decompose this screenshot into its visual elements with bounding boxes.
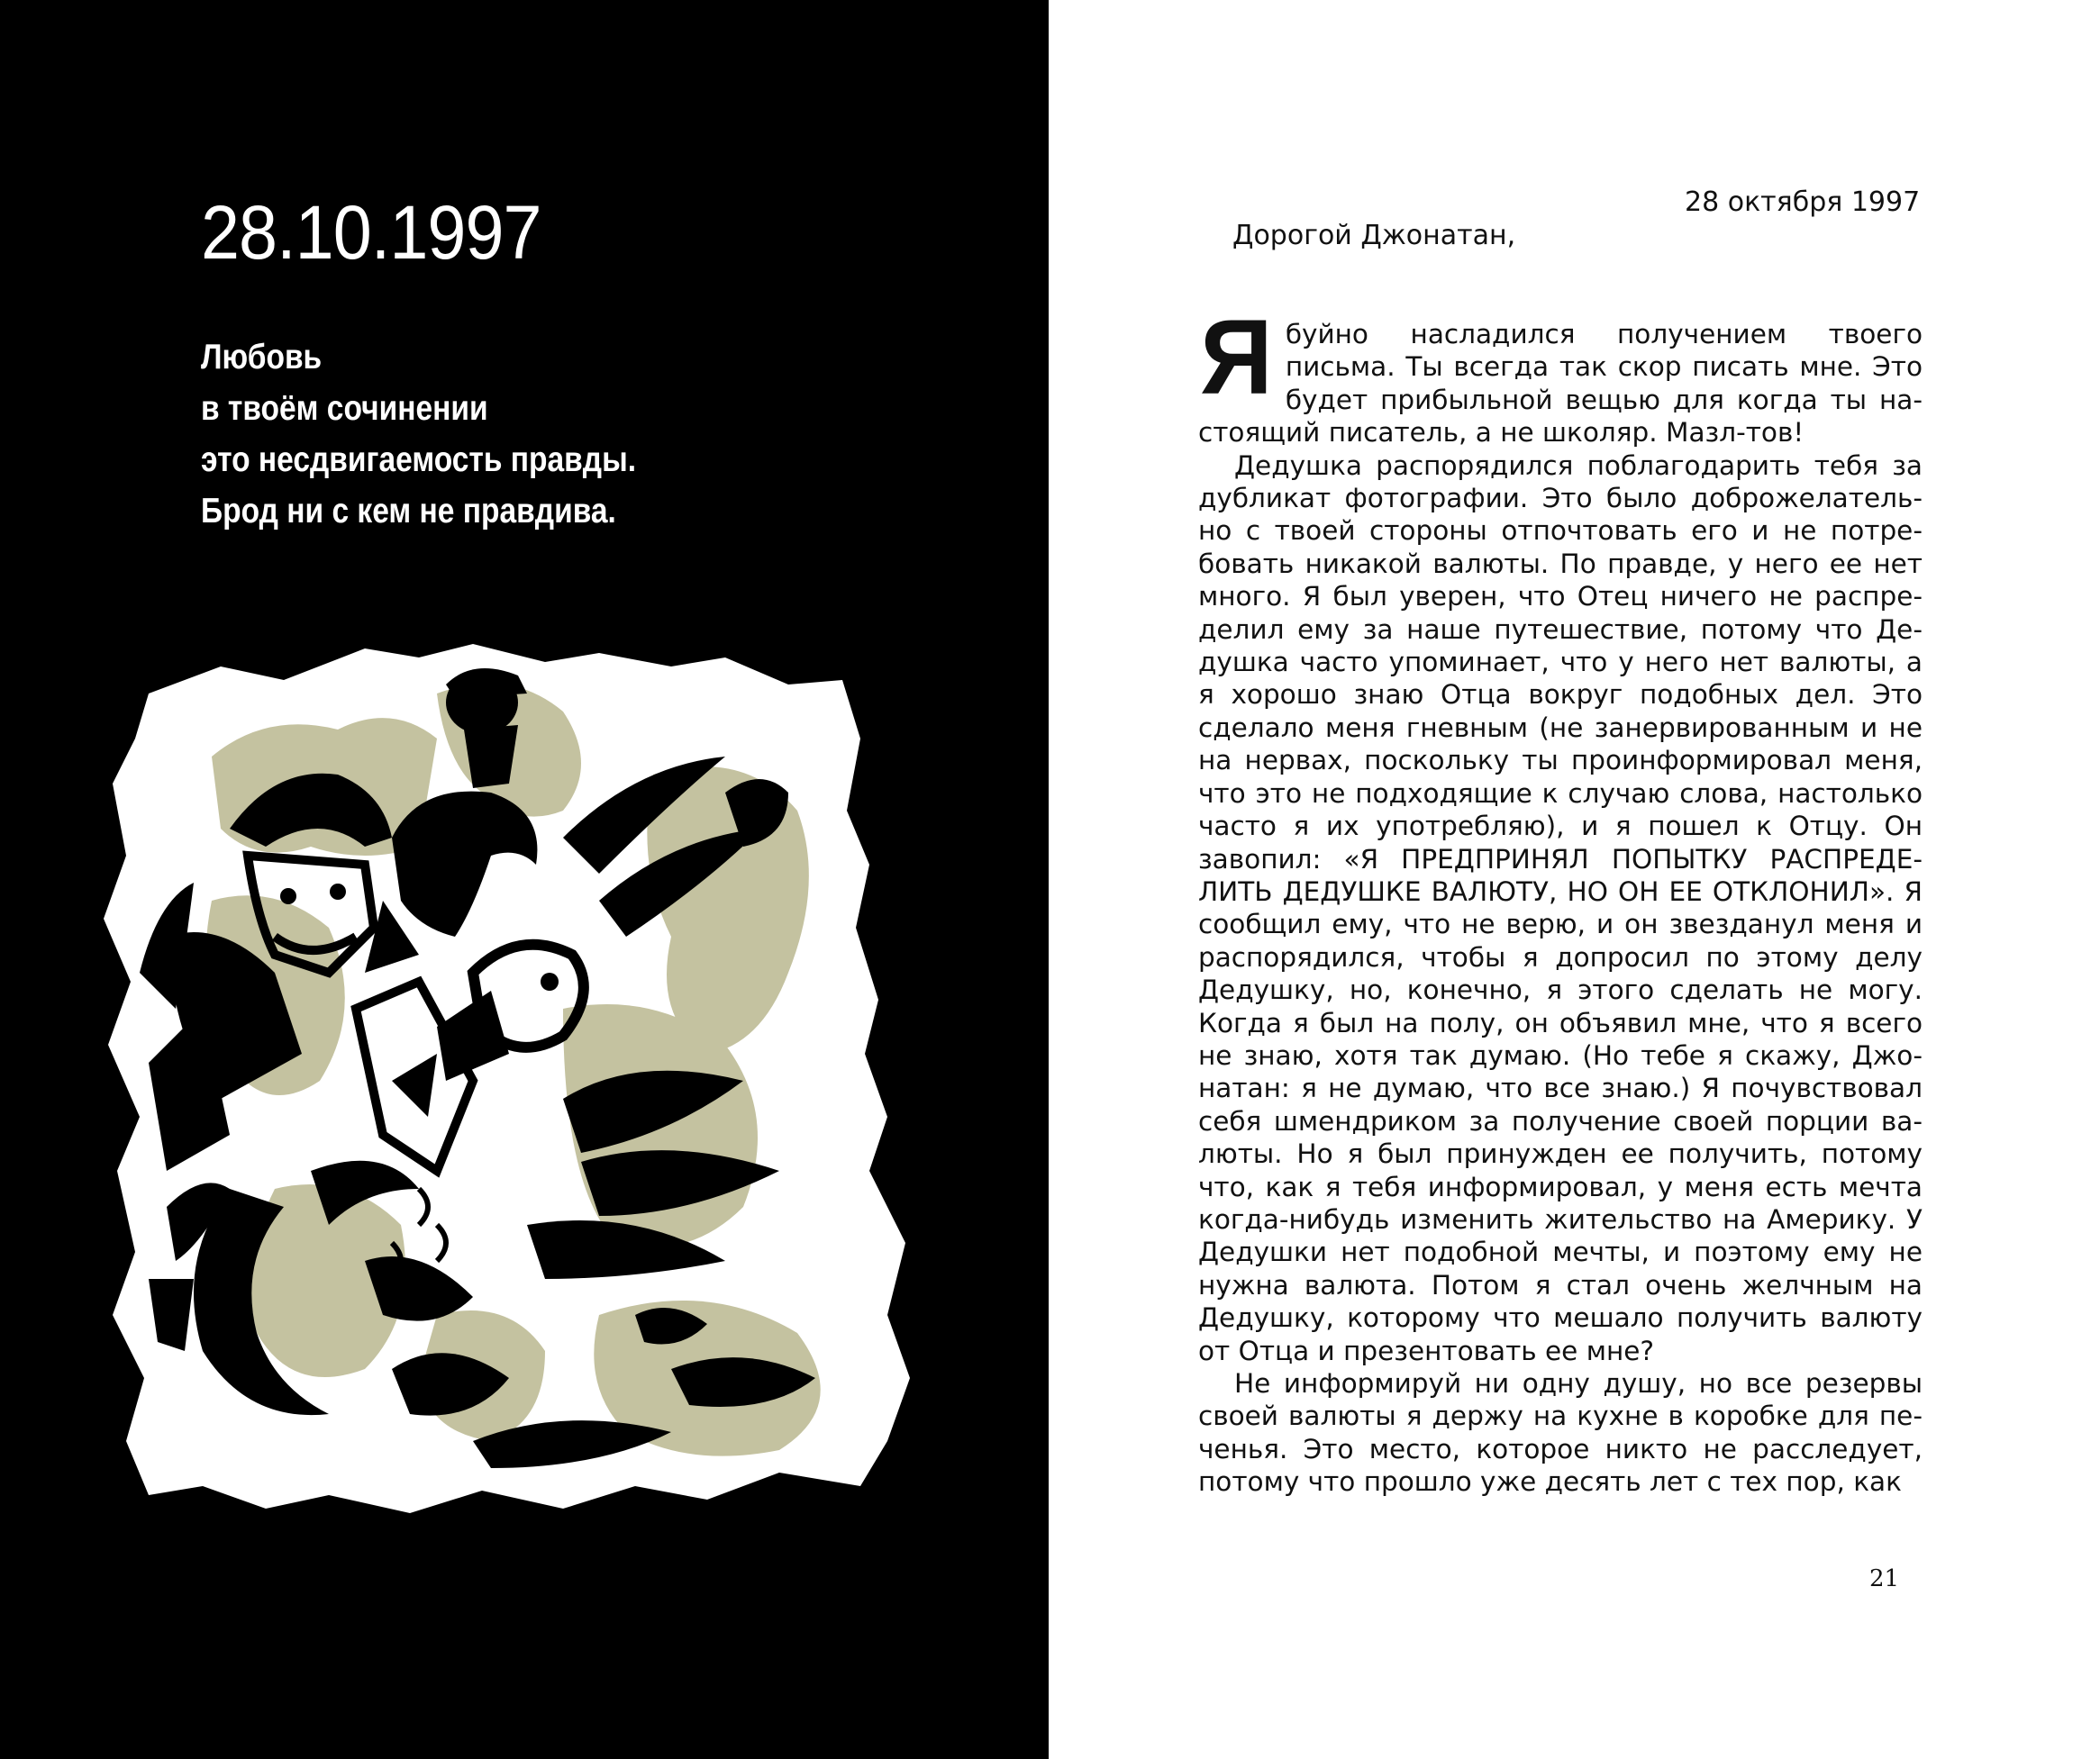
poem-line: Любовь bbox=[201, 338, 323, 376]
poem-line: в твоём сочинении bbox=[201, 389, 488, 428]
page-number: 21 bbox=[1869, 1565, 1900, 1592]
paragraph: Дедушка распорядился поблагодарить тебя за дубликат фотографии. Это было доброжелательно с твоей стороны отпочтовать его и не потребовать никакой валюты. По правде, у него ее нет много. Я был уверен, что Отец ничего не распределил ему за наше путешествие, потому что Дедушка часто упоминает, что у него нет валюты, а я хорошо знаю Отца вокруг подобных дел. Это сделало меня гневным (не занервированным и не на нервах, поскольку ты проинформировал меня, что это не подходящие к случаю слова, настолько часто я их употребляю), и я пошел к Отцу. Он завопил: «Я ПРЕДПРИНЯЛ ПОПЫТКУ РАСПРЕДЕЛИТЬ ДЕДУШКЕ ВАЛЮТУ, НО ОН ЕЕ ОТКЛОНИЛ». Я сообщил ему, что не верю, и он звезданул меня и распорядился, чтобы я допросил по этому делу Дедушку, но, конечно, я этого сделать не могу. Когда я был на полу, он объявил мне, что я всего не знаю, хотя так думаю. (Но тебе я скажу, Джонатан: я не думаю, что все знаю.) Я почувствовал себя шмендриком за получение своей порции валюты. Но я был принужден ее получить, потому что, как я тебя информировал, у меня есть мечта когда-нибудь изменить жительство на Америку. У Дедушки нет подобной мечты, и поэтому ему не нужна валюта. Потом я стал очень желчным на Дедушку, которому что мешало получить валюту от Отца и презентовать ее мне? bbox=[1198, 449, 1923, 1366]
left-page bbox=[0, 0, 1049, 1759]
drop-cap: Я bbox=[1200, 298, 1273, 417]
letter-greeting: Дорогой Джонатан, bbox=[1232, 220, 1516, 251]
paragraph: Не информируй ни одну душу, но все резервы своей валюты я держу на кухне в коробке для печенья. Это место, которое никто не расследует, потому что прошло уже десять лет с тех пор, как bbox=[1198, 1368, 1923, 1498]
letter-date: 28 октября 1997 bbox=[1685, 186, 1921, 218]
paragraph-text: буйно насладился получением твоего письма. Ты всегда так скор писать мне. Это будет прибыльной вещью для когда ты настоящий писатель, а не школяр. Мазл-тов! bbox=[1198, 319, 1923, 449]
poem bbox=[201, 331, 636, 537]
letter-body bbox=[1198, 298, 1923, 1499]
page-title: 28.10.1997 bbox=[201, 190, 541, 275]
paragraph bbox=[1198, 298, 1923, 449]
poem-line: Брод ни с кем не правдива. bbox=[201, 492, 616, 530]
illustration bbox=[95, 630, 950, 1522]
poem-line: это несдвигаемость правды. bbox=[201, 440, 637, 479]
